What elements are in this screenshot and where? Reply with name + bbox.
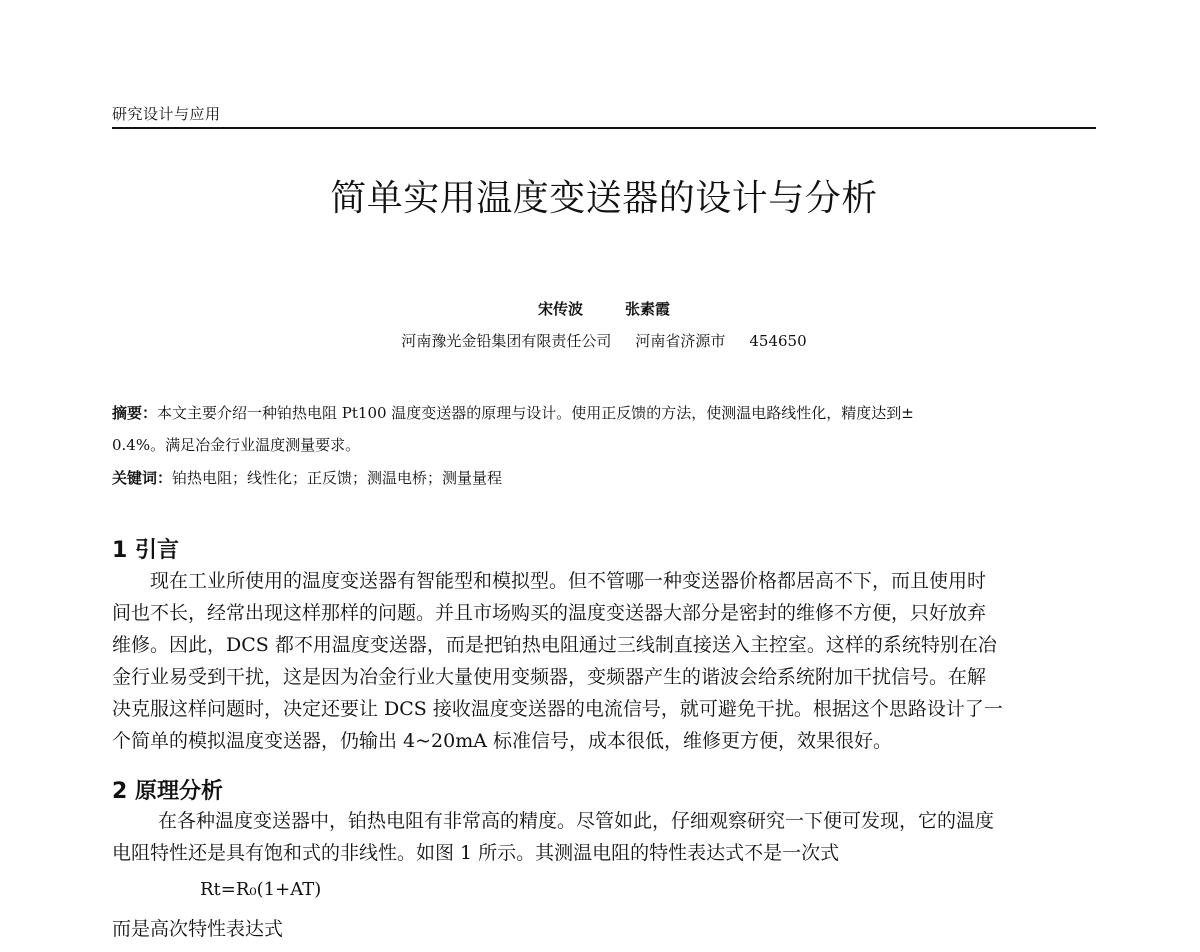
keywords-text: 铂热电阻；线性化；正反馈；测温电桥；测量量程 [172,469,503,487]
section-heading-principle: 2 原理分析 [112,779,223,804]
affiliation-org: 河南豫光金铅集团有限责任公司 [401,332,612,350]
paragraph-line: 维修。因此，DCS 都不用温度变送器，而是把铂热电阻通过三线制直接送入主控室。这样的系统特别在冶 [112,634,997,656]
author-name: 张素霞 [625,300,671,318]
principle-paragraph [112,805,1096,869]
header-rule [112,127,1096,129]
author-name: 宋传波 [537,300,583,318]
keywords-label: 关键词： [112,469,173,487]
abstract-label: 摘要： [112,404,158,422]
intro-paragraph [112,565,1096,757]
abstract [112,397,1096,461]
paragraph-line: 现在工业所使用的温度变送器有智能型和模拟型。但不管哪一种变送器价格都居高不下，而且使用时 [150,570,987,592]
paper-title: 简单实用温度变送器的设计与分析 [330,178,878,219]
paragraph-line: 个简单的模拟温度变送器，仍输出 4~20mA 标准信号，成本很低，维修更方便，效果很好。 [112,730,893,752]
affiliation-location: 河南省济源市 [635,332,726,350]
paragraph-line: 金行业易受到干扰，这是因为冶金行业大量使用变频器，变频器产生的谐波会给系统附加干扰信号。在解 [112,666,987,688]
paragraph-line: 而是高次特性表达式 [112,918,284,940]
keywords [112,467,1096,488]
paragraph-line: 电阻特性还是具有饱和式的非线性。如图 1 所示。其测温电阻的特性表达式不是一次式 [112,842,840,864]
author-list [112,298,1096,319]
paragraph-line: 在各种温度变送器中，铂热电阻有非常高的精度。尽管如此，仔细观察研究一下便可发现，它的温度 [158,810,995,832]
section-heading-intro: 1 引言 [112,538,179,563]
formula: Rt=R₀(1+AT) [200,879,322,900]
paragraph-line: 决克服这样问题时，决定还要让 DCS 接收温度变送器的电流信号，就可避免干扰。根据这个思路设计了一 [112,698,1003,720]
abstract-text-line: 本文主要介绍一种铂热电阻 Pt100 温度变送器的原理与设计。使用正反馈的方法，使测温电路线性化，精度达到± [157,404,914,422]
journal-section-tag: 研究设计与应用 [112,105,221,123]
affiliation-postcode: 454650 [749,332,807,350]
paragraph-line: 间也不长，经常出现这样那样的问题。并且市场购买的温度变送器大部分是密封的维修不方便，只好放弃 [112,602,987,624]
author-affiliation [112,330,1096,351]
abstract-text-line: 0.4%。满足冶金行业温度测量要求。 [112,436,361,454]
